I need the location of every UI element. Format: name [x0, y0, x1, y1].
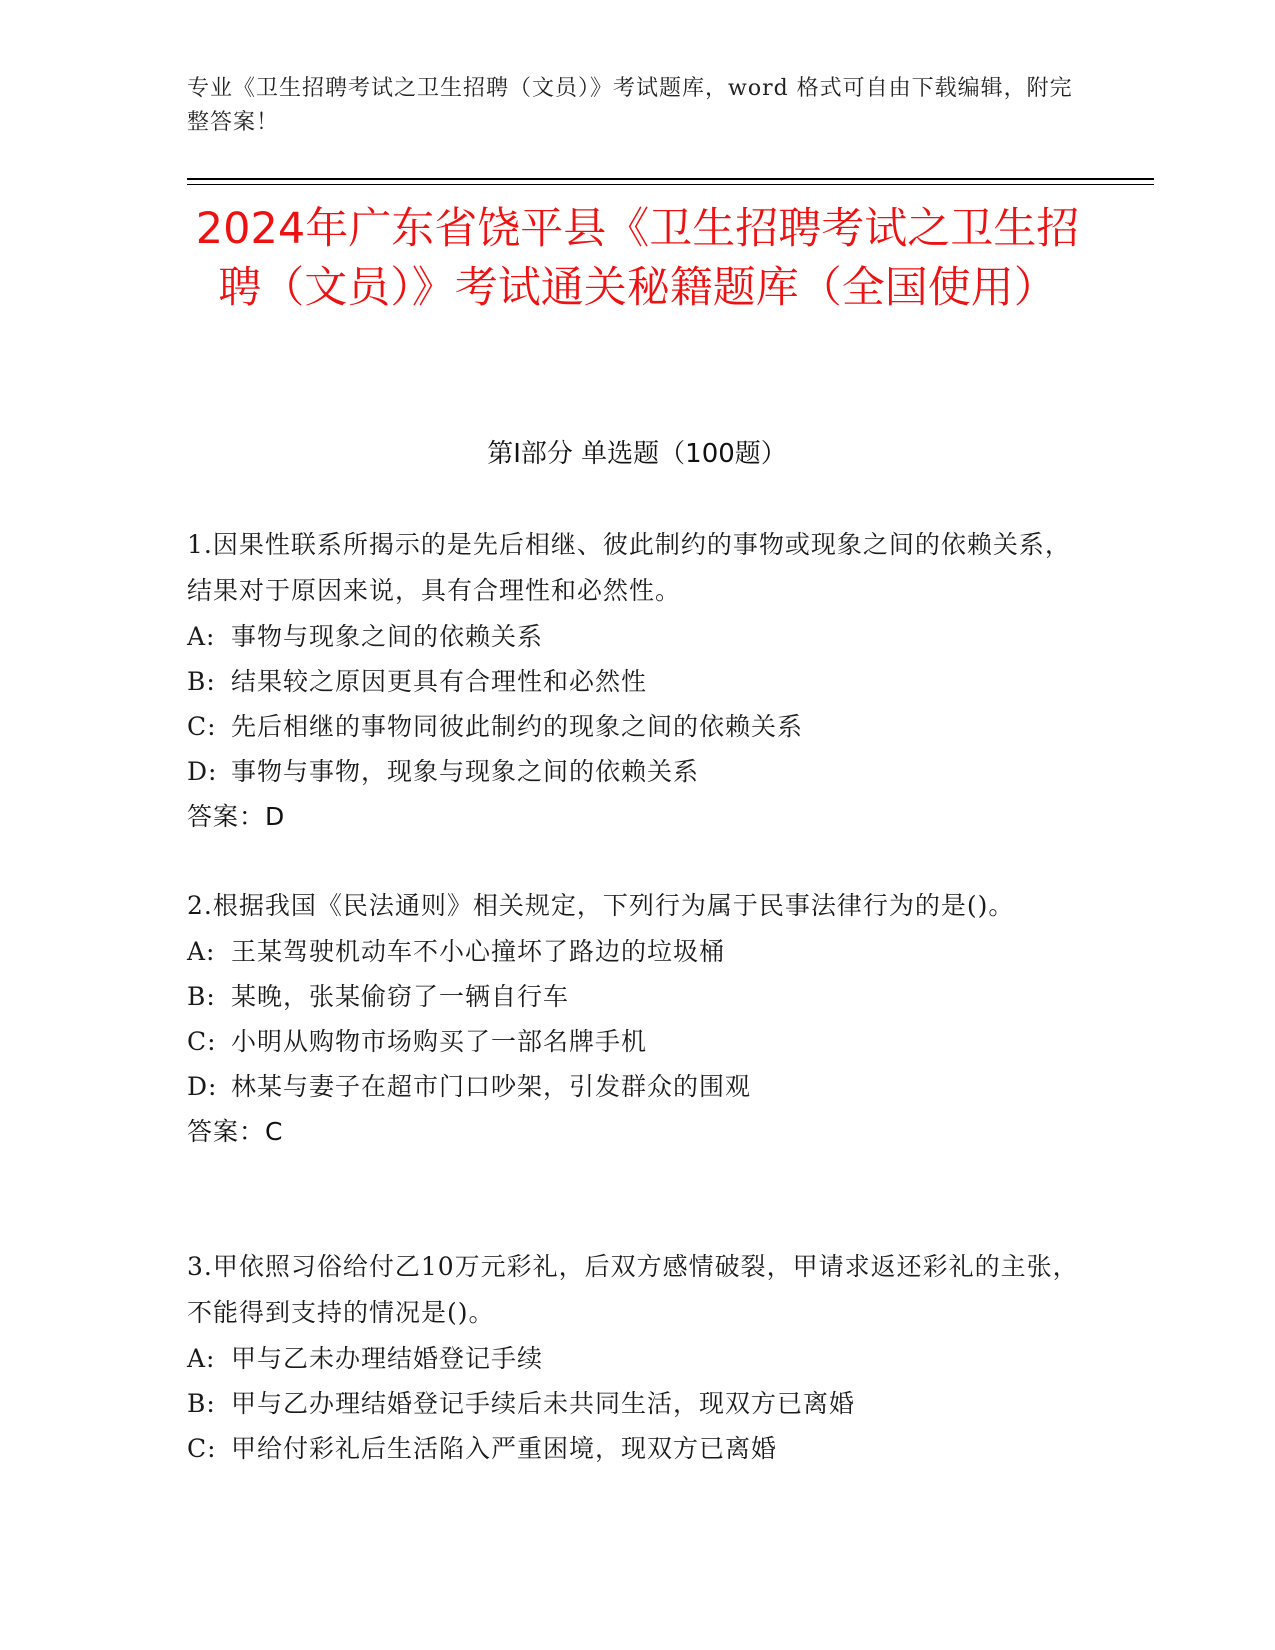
option-letter: D: — [187, 757, 218, 786]
option-letter: C: — [187, 712, 217, 741]
document-title: 2024年广东省饶平县《卫生招聘考试之卫生招聘（文员）》考试通关秘籍题库（全国使用） — [195, 204, 1080, 313]
option-c — [187, 1019, 1082, 1064]
option-letter: B: — [187, 1389, 216, 1418]
option-b — [187, 974, 1082, 1019]
option-letter: A: — [187, 937, 216, 966]
question-stem: 1.因果性联系所揭示的是先后相继、彼此制约的事物或现象之间的依赖关系，结果对于原因来说，具有合理性和必然性。 — [187, 530, 1071, 605]
option-text: 林某与妻子在超市门口吵架，引发群众的围观 — [231, 1072, 752, 1101]
option-letter: C: — [187, 1434, 217, 1463]
option-text: 某晚，张某偷窃了一辆自行车 — [231, 982, 570, 1011]
option-d — [187, 749, 1082, 794]
option-letter: A: — [187, 1344, 216, 1373]
question-3 — [187, 1244, 1082, 1471]
option-letter: B: — [187, 982, 216, 1011]
question-2 — [187, 883, 1082, 1155]
answer-line: 答案：C — [187, 1117, 284, 1146]
option-text: 甲与乙未办理结婚登记手续 — [231, 1344, 544, 1373]
answer-line: 答案：D — [187, 802, 286, 831]
option-b — [187, 1381, 1082, 1426]
option-c — [187, 704, 1082, 749]
option-c — [187, 1426, 1082, 1471]
option-letter: A: — [187, 622, 216, 651]
option-letter: D: — [187, 1072, 218, 1101]
option-text: 先后相继的事物同彼此制约的现象之间的依赖关系 — [231, 712, 804, 741]
option-letter: C: — [187, 1027, 217, 1056]
question-stem: 2.根据我国《民法通则》相关规定，下列行为属于民事法律行为的是()。 — [187, 891, 1015, 920]
header-note: 专业《卫生招聘考试之卫生招聘（文员）》考试题库，word 格式可自由下载编辑，附完整答案！ — [187, 76, 1073, 135]
question-1 — [187, 522, 1082, 840]
header-rule-thin — [187, 184, 1154, 185]
option-text: 甲与乙办理结婚登记手续后未共同生活，现双方已离婚 — [231, 1389, 856, 1418]
section-heading: 第Ⅰ部分 单选题（100题） — [487, 439, 787, 469]
option-text: 小明从购物市场购买了一部名牌手机 — [231, 1027, 648, 1056]
option-d — [187, 1064, 1082, 1109]
option-text: 事物与现象之间的依赖关系 — [231, 622, 544, 651]
header-rule-thick — [187, 178, 1154, 180]
option-text: 王某驾驶机动车不小心撞坏了路边的垃圾桶 — [231, 937, 726, 966]
option-text: 甲给付彩礼后生活陷入严重困境，现双方已离婚 — [231, 1434, 778, 1463]
option-text: 事物与事物，现象与现象之间的依赖关系 — [231, 757, 700, 786]
option-a — [187, 1336, 1082, 1381]
option-text: 结果较之原因更具有合理性和必然性 — [231, 667, 648, 696]
option-letter: B: — [187, 667, 216, 696]
question-stem: 3.甲依照习俗给付乙10万元彩礼，后双方感情破裂，甲请求返还彩礼的主张，不能得到支持的情况是()。 — [187, 1252, 1079, 1327]
option-a — [187, 929, 1082, 974]
option-a — [187, 614, 1082, 659]
option-b — [187, 659, 1082, 704]
